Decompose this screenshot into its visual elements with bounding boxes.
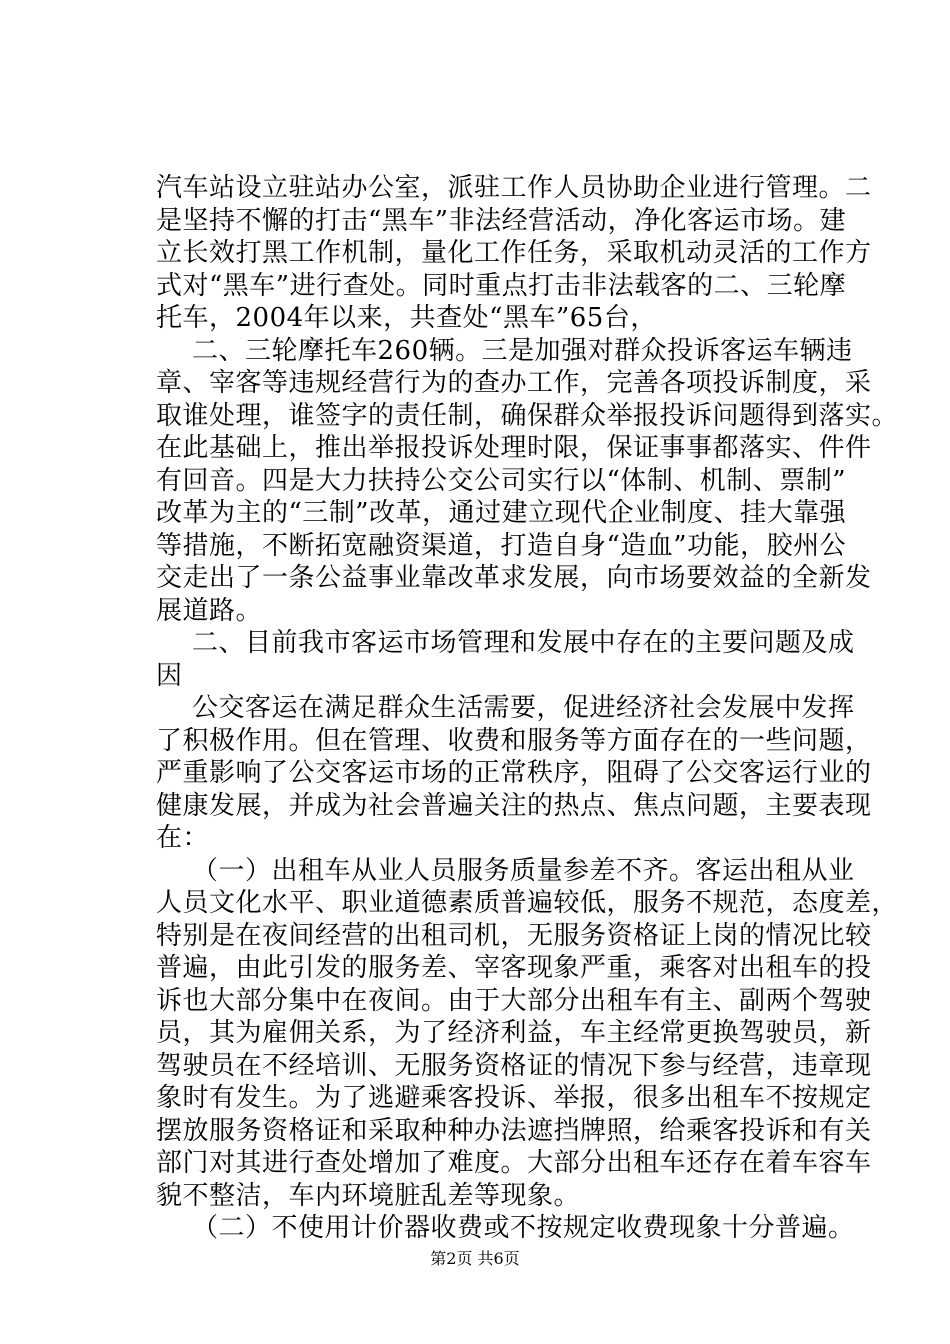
text-line: 因	[156, 660, 183, 691]
text-line: 在：	[156, 823, 210, 853]
text-line: （二）不使用计价器收费或不按规定收费现象十分普遍。	[192, 1213, 855, 1243]
text-line: 立长效打黑工作机制，量化工作任务，采取机动灵活的工作方	[156, 238, 872, 268]
text-line: 取谁处理，谁签字的责任制，确保群众举报投诉问题得到落实。	[156, 400, 899, 431]
text-line: 诉也大部分集中在夜间。由于大部分出租车有主、副两个驾驶	[156, 985, 872, 1016]
page-footer: 第2页 共6页	[430, 1249, 520, 1268]
text-line: 展道路。	[156, 595, 263, 626]
text-line: 是坚持不懈的打击“黑车”非法经营活动，净化客运市场。建	[156, 205, 847, 236]
text-line: 交走出了一条公益事业靠改革求发展，向市场要效益的全新发	[156, 563, 872, 593]
text-line: （一）出租车从业人员服务质量参差不齐。客运出租从业	[192, 855, 855, 886]
text-line: 等措施，不断拓宽融资渠道，打造自身“造血”功能，胶州公	[156, 530, 847, 561]
text-line: 汽车站设立驻站办公室，派驻工作人员协助企业进行管理。二	[156, 173, 872, 203]
document-body	[156, 172, 899, 1245]
text-line: 二、目前我市客运市场管理和发展中存在的主要问题及成	[192, 628, 855, 658]
text-line: 驾驶员在不经培训、无服务资格证的情况下参与经营，违章现	[156, 1050, 872, 1081]
text-line: 人员文化水平、职业道德素质普遍较低，服务不规范，态度差，	[156, 888, 899, 918]
text-line: 普遍，由此引发的服务差、宰客现象严重，乘客对出租车的投	[156, 953, 872, 983]
text-line: 式对“黑车”进行查处。同时重点打击非法载客的二、三轮摩	[156, 270, 847, 301]
text-line: 改革为主的“三制”改革，通过建立现代企业制度、挂大靠强	[156, 498, 847, 528]
text-line: 严重影响了公交客运市场的正常秩序，阻碍了公交客运行业的	[156, 758, 872, 788]
text-line: 托车，2004年以来，共查处“黑车”65台，	[156, 303, 657, 333]
text-line: 健康发展，并成为社会普遍关注的热点、焦点问题，主要表现	[156, 790, 872, 821]
text-line: 貌不整洁，车内环境脏乱差等现象。	[156, 1180, 581, 1211]
text-line: 员，其为雇佣关系，为了经济利益，车主经常更换驾驶员，新	[156, 1018, 872, 1048]
text-line: 章、宰客等违规经营行为的查办工作，完善各项投诉制度，采	[156, 368, 872, 398]
text-line: 在此基础上，推出举报投诉处理时限，保证事事都落实、件件	[156, 433, 872, 463]
text-line: 有回音。四是大力扶持公交公司实行以“体制、机制、票制”	[156, 465, 847, 496]
text-line: 部门对其进行查处增加了难度。大部分出租车还存在着车容车	[156, 1148, 872, 1178]
text-line: 了积极作用。但在管理、收费和服务等方面存在的一些问题，	[156, 725, 872, 756]
text-line: 特别是在夜间经营的出租司机，无服务资格证上岗的情况比较	[156, 920, 872, 951]
text-line: 公交客运在满足群众生活需要，促进经济社会发展中发挥	[192, 693, 855, 723]
text-line: 二、三轮摩托车260辆。三是加强对群众投诉客运车辆违	[192, 335, 853, 366]
text-line: 象时有发生。为了逃避乘客投诉、举报，很多出租车不按规定	[156, 1083, 872, 1113]
text-line: 摆放服务资格证和采取种种办法遮挡牌照，给乘客投诉和有关	[156, 1115, 872, 1146]
